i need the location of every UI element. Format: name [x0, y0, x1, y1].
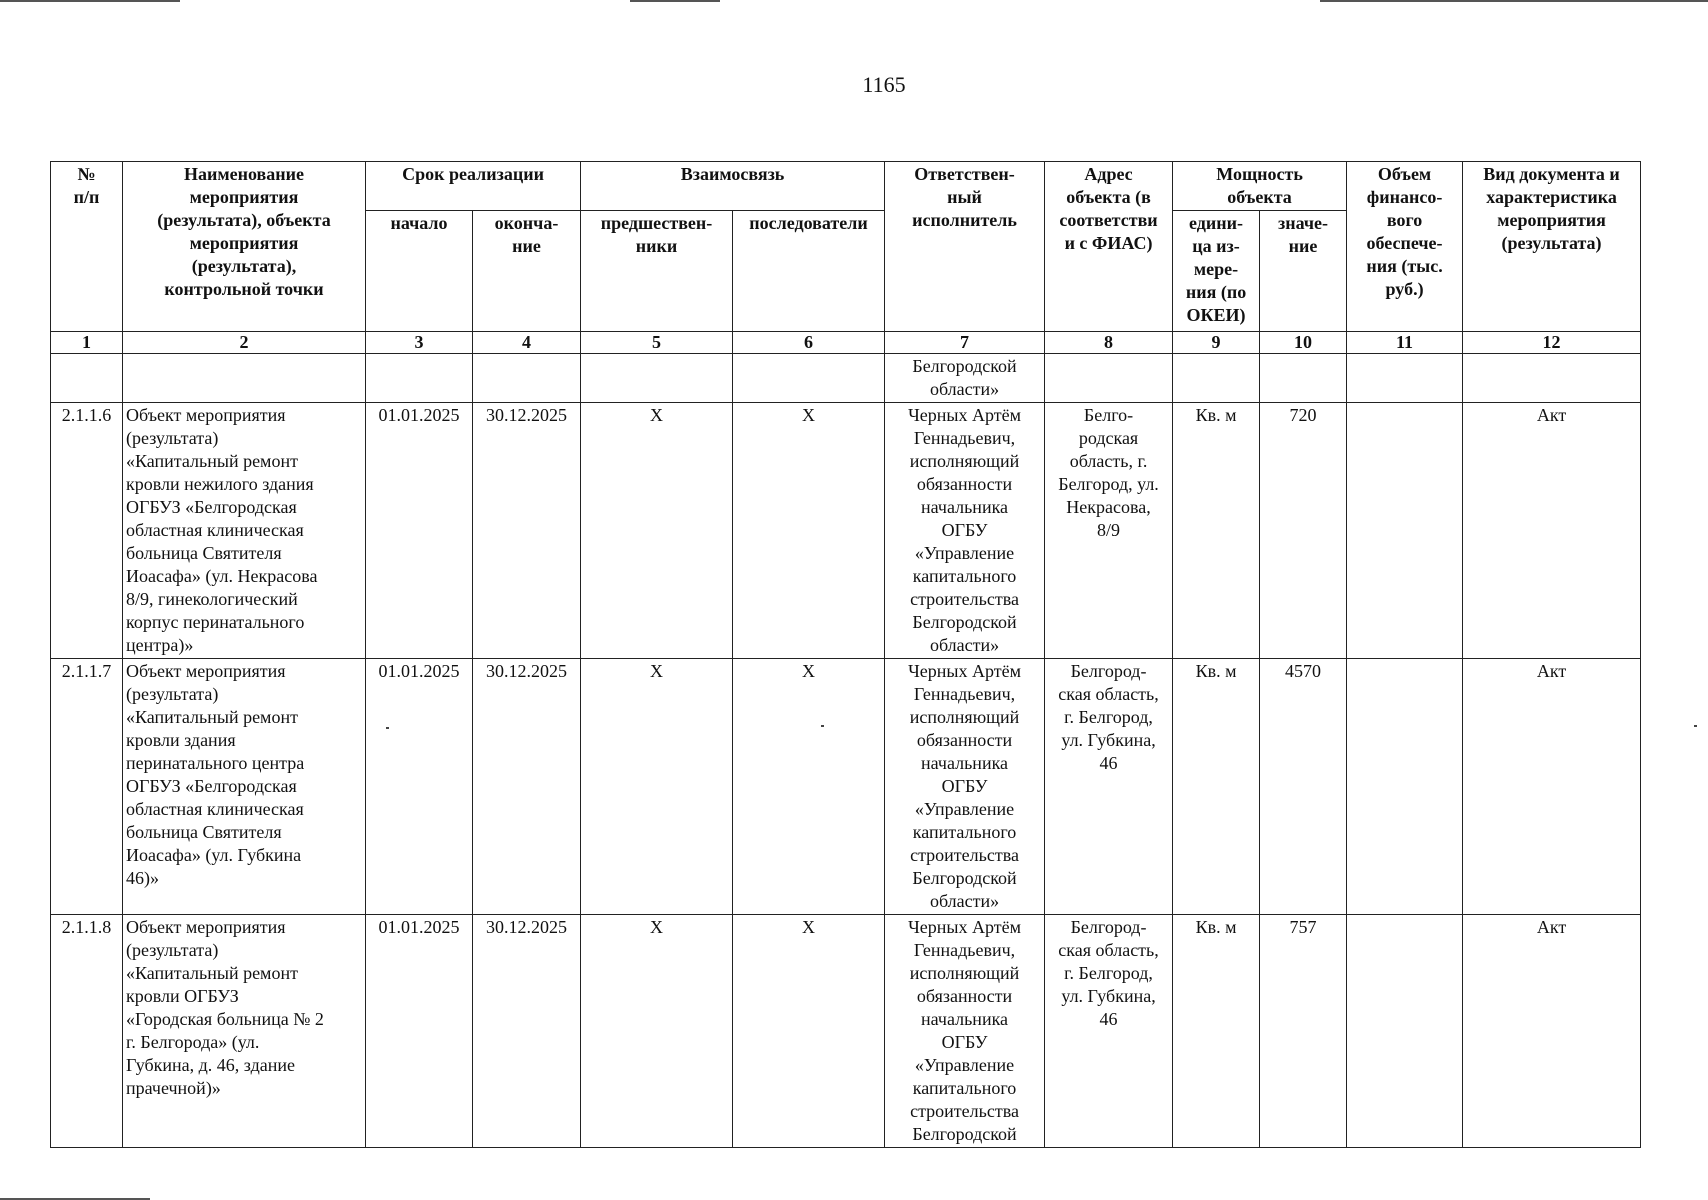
cell-num: 2.1.1.8 — [51, 915, 123, 1148]
cell-start: 01.01.2025 — [366, 403, 473, 659]
cell-unit: Кв. м — [1173, 659, 1260, 915]
column-number: 3 — [366, 332, 473, 354]
header-row-top — [51, 162, 1641, 211]
column-number: 4 — [473, 332, 581, 354]
cell-address: Белгород- ская область, г. Белгород, ул. Губкина, 46 — [1045, 915, 1173, 1148]
scan-speck — [1694, 725, 1697, 727]
scan-edge-top-middle — [630, 0, 720, 2]
scan-edge-top-left — [0, 0, 180, 2]
cell-unit: Кв. м — [1173, 915, 1260, 1148]
header-funding: Объем финансо- вого обеспече- ния (тыс. руб.) — [1347, 162, 1463, 332]
header-num: № п/п — [51, 162, 123, 332]
cell-responsible: Белгородской области» — [885, 354, 1045, 403]
table-row — [51, 659, 1641, 915]
column-number: 8 — [1045, 332, 1173, 354]
header-capacity: Мощность объекта — [1173, 162, 1347, 211]
column-number: 11 — [1347, 332, 1463, 354]
cell-successors: X — [733, 915, 885, 1148]
scan-speck — [821, 725, 824, 727]
header-relation: Взаимосвязь — [581, 162, 885, 211]
cell-num: 2.1.1.6 — [51, 403, 123, 659]
cell-unit: Кв. м — [1173, 403, 1260, 659]
continuation-row — [51, 354, 1641, 403]
cell-end: 30.12.2025 — [473, 659, 581, 915]
column-number: 10 — [1260, 332, 1347, 354]
cell-end: 30.12.2025 — [473, 403, 581, 659]
header-value: значе- ние — [1260, 211, 1347, 332]
cell-funding — [1347, 659, 1463, 915]
cell-address: Белгород- ская область, г. Белгород, ул. Губкина, 46 — [1045, 659, 1173, 915]
header-period-end: оконча- ние — [473, 211, 581, 332]
cell-start: 01.01.2025 — [366, 915, 473, 1148]
header-period-start: начало — [366, 211, 473, 332]
cell-doc-type: Акт — [1463, 659, 1641, 915]
empty-cell — [1463, 354, 1641, 403]
empty-cell — [581, 354, 733, 403]
cell-doc-type: Акт — [1463, 403, 1641, 659]
header-address: Адрес объекта (в соответстви и с ФИАС) — [1045, 162, 1173, 332]
column-number: 12 — [1463, 332, 1641, 354]
column-number: 5 — [581, 332, 733, 354]
cell-responsible: Черных Артём Геннадьевич, исполняющий обязанности начальника ОГБУ «Управление капитального строительства Белгородской области» — [885, 659, 1045, 915]
empty-cell — [473, 354, 581, 403]
header-responsible: Ответствен- ный исполнитель — [885, 162, 1045, 332]
cell-end: 30.12.2025 — [473, 915, 581, 1148]
empty-cell — [1347, 354, 1463, 403]
cell-responsible: Черных Артём Геннадьевич, исполняющий обязанности начальника ОГБУ «Управление капитального строительства Белгородской области» — [885, 403, 1045, 659]
empty-cell — [1045, 354, 1173, 403]
empty-cell — [733, 354, 885, 403]
cell-predecessors: X — [581, 403, 733, 659]
column-number: 9 — [1173, 332, 1260, 354]
cell-successors: X — [733, 659, 885, 915]
table-row — [51, 915, 1641, 1148]
cell-doc-type: Акт — [1463, 915, 1641, 1148]
header-name: Наименование мероприятия (результата), объекта мероприятия (результата), контрольной точки — [123, 162, 366, 332]
cell-name: Объект мероприятия (результата) «Капитальный ремонт кровли здания перинатального центра ОГБУЗ «Белгородская областная клиническая больница Святителя Иоасафа» (ул. Губкина 46)» — [123, 659, 366, 915]
empty-cell — [51, 354, 123, 403]
cell-funding — [1347, 403, 1463, 659]
cell-address: Белго- родская область, г. Белгород, ул. Некрасова, 8/9 — [1045, 403, 1173, 659]
cell-value: 720 — [1260, 403, 1347, 659]
column-number-row — [51, 332, 1641, 354]
cell-successors: X — [733, 403, 885, 659]
column-number: 2 — [123, 332, 366, 354]
empty-cell — [1173, 354, 1260, 403]
schedule-table — [50, 161, 1641, 1148]
cell-value: 757 — [1260, 915, 1347, 1148]
page-number: 1165 — [862, 72, 906, 97]
cell-num: 2.1.1.7 — [51, 659, 123, 915]
header-unit: едини- ца из- мере- ния (по ОКЕИ) — [1173, 211, 1260, 332]
cell-start: 01.01.2025 — [366, 659, 473, 915]
header-predecessors: предшествен- ники — [581, 211, 733, 332]
empty-cell — [1260, 354, 1347, 403]
column-number: 6 — [733, 332, 885, 354]
cell-responsible: Черных Артём Геннадьевич, исполняющий обязанности начальника ОГБУ «Управление капитального строительства Белгородской — [885, 915, 1045, 1148]
cell-predecessors: X — [581, 659, 733, 915]
cell-predecessors: X — [581, 915, 733, 1148]
scan-speck — [386, 727, 389, 729]
header-doc-type: Вид документа и характеристика мероприятия (результата) — [1463, 162, 1641, 332]
cell-name: Объект мероприятия (результата) «Капитальный ремонт кровли ОГБУЗ «Городская больница № 2 г. Белгорода» (ул. Губкина, д. 46, здание прачечной)» — [123, 915, 366, 1148]
scan-edge-top-right — [1320, 0, 1708, 2]
column-number: 7 — [885, 332, 1045, 354]
empty-cell — [366, 354, 473, 403]
empty-cell — [123, 354, 366, 403]
cell-funding — [1347, 915, 1463, 1148]
header-successors: последователи — [733, 211, 885, 332]
cell-value: 4570 — [1260, 659, 1347, 915]
table-row — [51, 403, 1641, 659]
cell-name: Объект мероприятия (результата) «Капитальный ремонт кровли нежилого здания ОГБУЗ «Белгородская областная клиническая больница Святителя Иоасафа» (ул. Некрасова 8/9, гинекологический корпус перинатального центра)» — [123, 403, 366, 659]
column-number: 1 — [51, 332, 123, 354]
header-period: Срок реализации — [366, 162, 581, 211]
